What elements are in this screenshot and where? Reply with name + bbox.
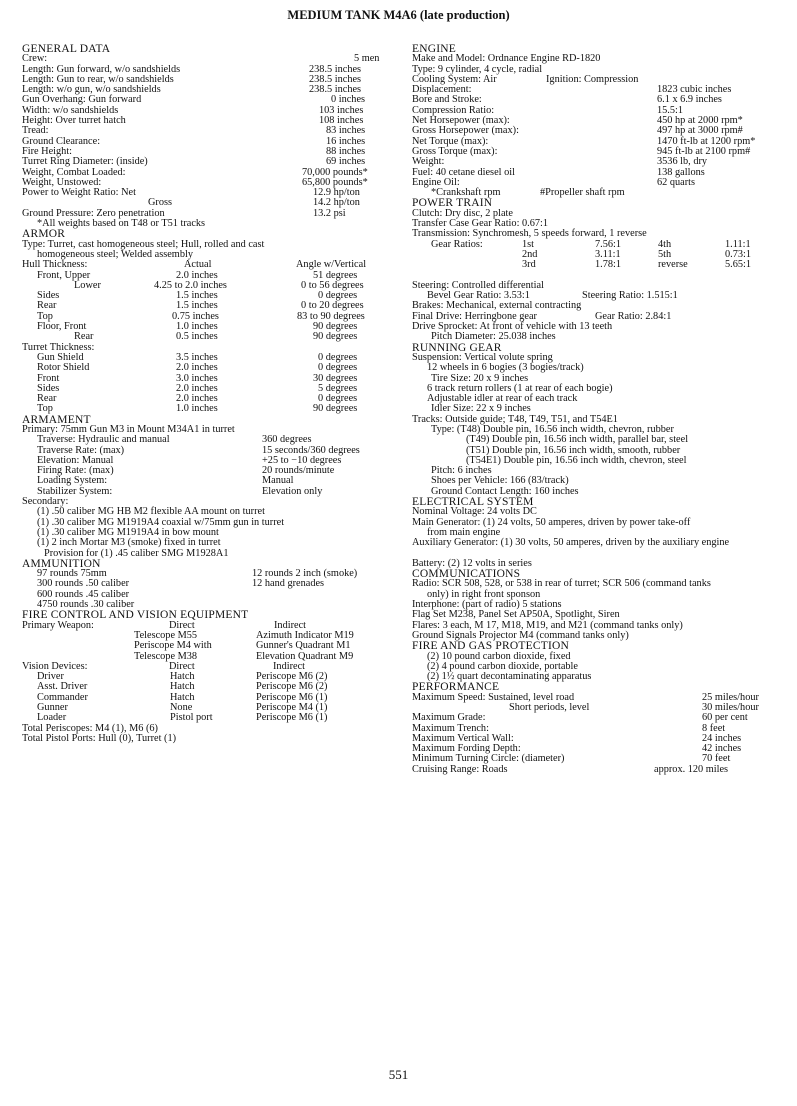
spec-label: Gear Ratios:	[431, 238, 483, 250]
spec-value: 16 inches	[326, 135, 366, 147]
spec-value: 945 ft-lb at 2100 rpm#	[657, 145, 751, 157]
spec-label: Rear	[37, 300, 57, 312]
spec-label: Maximum Vertical Wall:	[412, 732, 514, 744]
spec-value: 0 degrees	[318, 393, 358, 405]
spec-label: Main Generator: (1) 24 volts, 50 amperes, driven by power take-off	[412, 516, 691, 528]
spec-value: 6.1 x 6.9 inches	[657, 94, 722, 106]
spec-value: 83 to 90 degrees	[297, 310, 365, 322]
spec-label: Telescope M55	[134, 629, 198, 641]
spec-label: Maximum Fording Depth:	[412, 743, 521, 755]
spec-value: None	[170, 702, 193, 713]
spec-value: 450 hp at 2000 rpm*	[657, 115, 743, 127]
spec-value: 20 rounds/minute	[262, 465, 335, 477]
spec-label: only) in right front sponson	[427, 588, 541, 600]
spec-value: 0 to 56 degrees	[301, 279, 364, 291]
spec-value: 60 per cent	[702, 712, 748, 724]
spec-value: Indirect	[273, 660, 306, 672]
spec-value: 1.5 inches	[176, 290, 218, 302]
spec-label: Final Drive: Herringbone gear	[412, 310, 537, 322]
spec-label: Make and Model: Ordnance Engine RD-1820	[412, 53, 601, 65]
spec-value: 1.11:1	[725, 238, 751, 250]
spec-label: (1) 2 inch Mortar M3 (smoke) fixed in turret	[37, 537, 221, 549]
spec-value: Periscope M4 (1)	[256, 702, 328, 713]
spec-value: 12 hand grenades	[252, 578, 325, 590]
spec-value: 2.0 inches	[176, 362, 218, 374]
section-heading-fire-and-gas-protection	[412, 641, 782, 651]
spec-label: (T54E1) Double pin, 16.56 inch width, chevron, steel	[466, 454, 687, 466]
spec-value: 30 degrees	[313, 372, 358, 384]
spec-label: Pitch Diameter: 25.038 inches	[431, 331, 556, 343]
spec-line	[22, 487, 390, 497]
spec-label: Pitch: 6 inches	[431, 465, 492, 477]
spec-label: Minimum Turning Circle: (diameter)	[412, 753, 565, 765]
spec-value: 2.0 inches	[176, 269, 218, 281]
spec-label: Ground Clearance:	[22, 135, 101, 147]
spec-label: Type: 9 cylinder, 4 cycle, radial	[412, 63, 543, 75]
spec-label: Periscope M4 with	[134, 640, 212, 652]
spec-label: Stabilizer System:	[37, 485, 113, 497]
spec-label: Engine Oil:	[412, 176, 460, 188]
spec-label: Flares: 3 each, M 17, M18, M19, and M21 (command tanks only)	[412, 619, 683, 631]
section-heading-general-data	[22, 44, 390, 54]
spec-label: Front, Upper	[37, 269, 91, 281]
spec-label: Displacement:	[412, 84, 472, 96]
spec-label: Firing Rate: (max)	[37, 465, 114, 477]
section-heading-text: ARMAMENT	[22, 413, 91, 426]
section-heading-text: FIRE AND GAS PROTECTION	[412, 640, 569, 653]
spec-value: 24 inches	[702, 732, 742, 744]
spec-label: Flag Set M238, Panel Set AP50A, Spotlight, Siren	[412, 609, 620, 621]
spec-label: Tracks: Outside guide; T48, T49, T51, and T54E1	[412, 413, 618, 425]
spec-label: Gross	[148, 197, 173, 209]
section-heading-text: FIRE CONTROL AND VISION EQUIPMENT	[22, 609, 249, 622]
spec-label: Radio: SCR 508, 528, or 538 in rear of turret; SCR 506 (command tanks	[412, 578, 711, 590]
spec-label: Loader	[37, 712, 67, 724]
spec-value: 5th	[658, 248, 672, 260]
spec-value: 1823 cubic inches	[657, 84, 732, 96]
spec-line	[412, 147, 782, 157]
spec-label: 300 rounds .50 caliber	[37, 578, 130, 590]
spec-value: 3.11:1	[595, 248, 621, 260]
spec-label: Sides	[37, 382, 60, 394]
spec-label: Interphone: (part of radio) 5 stations	[412, 599, 562, 611]
spec-value: 3536 lb, dry	[657, 156, 708, 168]
spec-label: Compression Ratio:	[412, 104, 495, 116]
spec-value: 25 miles/hour	[702, 691, 759, 703]
spec-label: Vision Devices:	[22, 660, 88, 672]
spec-line	[22, 538, 390, 548]
spec-label: Sides	[37, 290, 60, 302]
spec-label: Gross Torque (max):	[412, 145, 498, 157]
spec-label: Rear	[74, 331, 94, 343]
spec-label: (1) .30 caliber MG M1919A4 coaxial w/75mm gun in turret	[37, 516, 285, 528]
spec-label: 97 rounds 75mm	[37, 568, 107, 580]
spec-value: 0.73:1	[725, 248, 752, 260]
spec-line	[22, 219, 390, 229]
spec-value: Indirect	[274, 619, 307, 631]
spec-label: (T49) Double pin, 16.56 inch width, parallel bar, steel	[466, 434, 689, 446]
spec-label: Suspension: Vertical volute spring	[412, 351, 553, 363]
spec-value: 13.2 psi	[313, 207, 346, 219]
spec-value: 0 to 20 degrees	[301, 300, 364, 312]
spec-label: Provision for (1) .45 caliber SMG M1928A1	[44, 547, 229, 559]
page-number: 551	[388, 1067, 409, 1082]
spec-label: 3rd	[522, 259, 536, 271]
spec-label: Length: w/o gun, w/o sandshields	[22, 84, 161, 96]
spec-value: 0 inches	[331, 94, 366, 106]
spec-value: Direct	[169, 619, 195, 631]
spec-label: (1) .30 caliber MG M1919A4 in bow mount	[37, 526, 219, 538]
spec-value: 497 hp at 3000 rpm#	[657, 125, 743, 137]
spec-label: Telescope M38	[134, 650, 198, 662]
section-heading-text: PERFORMANCE	[412, 681, 500, 694]
spec-value: Direct	[169, 660, 195, 672]
spec-label: Rear	[37, 393, 57, 405]
spec-label: Short periods, level	[509, 702, 590, 713]
spec-label: Tire Size: 20 x 9 inches	[431, 372, 529, 384]
spec-value: 1.0 inches	[176, 321, 218, 333]
spec-label: Maximum Grade:	[412, 712, 486, 724]
spec-label: Type: (T48) Double pin, 16.56 inch width, chevron, rubber	[431, 423, 674, 435]
spec-label: Length: Gun forward, w/o sandshields	[22, 63, 181, 75]
spec-value: 70 feet	[702, 753, 731, 765]
spec-line	[412, 260, 782, 270]
spec-value: 30 miles/hour	[702, 702, 759, 713]
spec-value: 8 feet	[702, 722, 726, 734]
spec-value: 90 degrees	[313, 403, 358, 415]
spec-value: reverse	[658, 259, 688, 271]
spec-value: 90 degrees	[313, 321, 358, 333]
spec-label: Rotor Shield	[37, 362, 90, 374]
spec-value: 5 degrees	[318, 382, 358, 394]
spec-label: Width: w/o sandshields	[22, 104, 119, 116]
spec-value: 51 degrees	[313, 269, 358, 281]
section-heading-text: ENGINE	[412, 43, 456, 55]
spec-label: Adjustable idler at rear of each track	[427, 393, 578, 405]
spec-value: 4th	[658, 238, 672, 250]
spec-label: Nominal Voltage: 24 volts DC	[412, 506, 537, 518]
spec-value: 138 gallons	[657, 166, 705, 178]
section-heading-text: AMMUNITION	[22, 557, 101, 570]
spec-label: Bevel Gear Ratio: 3.53:1	[427, 290, 530, 302]
spec-label: Commander	[37, 691, 88, 703]
spec-value: Azimuth Indicator M19	[256, 629, 354, 641]
section-heading-text: ELECTRICAL SYSTEM	[412, 496, 534, 509]
spec-value: +25 to −10 degrees	[262, 454, 342, 466]
spec-value: 5.65:1	[725, 259, 752, 271]
spec-value: Hatch	[170, 671, 195, 683]
spec-label: (2) 4 pound carbon dioxide, portable	[427, 660, 578, 672]
spec-label: Secondary:	[22, 496, 69, 508]
spec-line	[22, 662, 390, 672]
spec-label: (2) 10 pound carbon dioxide, fixed	[427, 650, 571, 662]
spec-value: #Propeller shaft rpm	[540, 187, 625, 199]
spec-label: Weight, Combat Loaded:	[22, 166, 126, 178]
spec-value: 103 inches	[319, 104, 364, 116]
spec-line	[22, 693, 390, 703]
spec-value: Actual	[184, 259, 212, 271]
section-heading-text: POWER TRAIN	[412, 197, 493, 210]
spec-label: Gun Overhang: Gun forward	[22, 94, 142, 106]
spec-label: Net Horsepower (max):	[412, 115, 510, 127]
spec-label: Steering: Controlled differential	[412, 279, 544, 291]
spec-label: Idler Size: 22 x 9 inches	[431, 403, 531, 415]
spec-line	[22, 363, 390, 373]
spec-value: 70,000 pounds*	[302, 166, 368, 178]
spec-value: Periscope M6 (1)	[256, 691, 328, 703]
spec-label: Fuel: 40 cetane diesel oil	[412, 166, 515, 178]
spec-label: Power to Weight Ratio: Net	[22, 187, 136, 199]
spec-label: Floor, Front	[37, 321, 87, 333]
spec-value: 0 degrees	[318, 290, 358, 302]
spec-label: Battery: (2) 12 volts in series	[412, 557, 532, 569]
spec-label: Front	[37, 372, 60, 384]
page-title: MEDIUM TANK M4A6 (late production)	[287, 8, 510, 22]
spec-value: 3.0 inches	[176, 372, 218, 384]
spec-value: Pistol port	[170, 712, 213, 724]
spec-value: Angle w/Vertical	[296, 259, 367, 271]
spec-value: 12.9 hp/ton	[313, 187, 360, 199]
spec-label: Brakes: Mechanical, external contracting	[412, 300, 582, 312]
spec-label: Clutch: Dry disc, 2 plate	[412, 207, 513, 219]
spec-value: 0 degrees	[318, 362, 358, 374]
spec-value: 90 degrees	[313, 331, 358, 343]
spec-value: 15.5:1	[657, 104, 684, 116]
spec-value: 83 inches	[326, 125, 366, 137]
spec-value: Gunner's Quadrant M1	[256, 640, 351, 652]
spec-label: Lower	[74, 279, 101, 291]
spec-label: 12 wheels in 6 bogies (3 bogies/track)	[427, 362, 584, 374]
spec-label: Height: Over turret hatch	[22, 115, 126, 127]
spec-value: Elevation only	[262, 485, 323, 497]
spec-label: Bore and Stroke:	[412, 94, 482, 106]
spec-value: Ignition: Compression	[546, 73, 639, 85]
spec-value: 108 inches	[319, 115, 364, 127]
spec-label: Elevation: Manual	[37, 454, 114, 466]
spec-value: Periscope M6 (2)	[256, 671, 328, 683]
spec-label: Turret Ring Diameter: (inside)	[22, 156, 148, 168]
spec-label: Ground Pressure: Zero penetration	[22, 207, 165, 219]
spec-value: 238.5 inches	[309, 63, 362, 75]
spec-label: (2) 1½ quart decontaminating apparatus	[427, 671, 592, 683]
spec-label: Gunner	[37, 702, 68, 713]
spec-label: Top	[37, 310, 53, 322]
spec-value: 1.5 inches	[176, 300, 218, 312]
spec-line	[22, 260, 390, 270]
spec-label: Transfer Case Gear Ratio: 0.67:1	[412, 218, 549, 230]
spec-label: Traverse Rate: (max)	[37, 444, 125, 456]
left-column	[22, 44, 390, 744]
spec-label: Gun Shield	[37, 351, 84, 363]
spec-value: Gear Ratio: 2.84:1	[595, 310, 672, 322]
right-column	[412, 44, 782, 775]
spec-value: 42 inches	[702, 743, 742, 755]
spec-line	[412, 363, 782, 373]
section-heading-text: COMMUNICATIONS	[412, 568, 521, 581]
spec-label: Asst. Driver	[37, 681, 88, 693]
spec-label: (1) .50 caliber MG HB M2 flexible AA mount on turret	[37, 506, 265, 518]
spec-value: 4.25 to 2.0 inches	[154, 279, 227, 291]
spec-line	[22, 734, 390, 744]
spec-value: 1.78:1	[595, 259, 622, 271]
spec-value: 0.5 inches	[176, 331, 218, 343]
spec-label: from main engine	[427, 526, 501, 538]
spec-label: (T51) Double pin, 16.56 inch width, smooth, rubber	[466, 444, 681, 456]
spec-value: 12 rounds 2 inch (smoke)	[252, 568, 358, 580]
spec-value: 14.2 hp/ton	[313, 197, 360, 209]
spec-value: Manual	[262, 475, 294, 487]
spec-label: Cooling System: Air	[412, 73, 497, 85]
section-heading-text: ARMOR	[22, 228, 66, 241]
spec-label: *All weights based on T48 or T51 tracks	[37, 218, 206, 230]
spec-label: Top	[37, 403, 53, 415]
spec-value: 62 quarts	[657, 176, 696, 188]
spec-value: 7.56:1	[595, 238, 622, 250]
spec-value: 65,800 pounds*	[302, 176, 368, 188]
spec-label: Weight, Unstowed:	[22, 176, 102, 188]
spec-label: Total Pistol Ports: Hull (0), Turret (1)	[22, 732, 177, 744]
spec-label: Drive Sprocket: At front of vehicle with 13 teeth	[412, 321, 613, 333]
spec-label: Transmission: Synchromesh, 5 speeds forward, 1 reverse	[412, 228, 647, 240]
section-heading-text: RUNNING GEAR	[412, 341, 502, 354]
spec-label: Maximum Speed: Sustained, level road	[412, 691, 575, 703]
spec-value: 1470 ft-lb at 1200 rpm*	[657, 135, 756, 147]
spec-value: 69 inches	[326, 156, 366, 168]
spec-label: Maximum Trench:	[412, 722, 489, 734]
spec-label: Crew:	[22, 53, 48, 65]
spec-value: 1.0 inches	[176, 403, 218, 415]
spec-value: Periscope M6 (1)	[256, 712, 328, 724]
spec-line	[412, 765, 782, 775]
spec-label: Primary: 75mm Gun M3 in Mount M34A1 in turret	[22, 423, 235, 435]
section-heading-text: GENERAL DATA	[22, 43, 111, 55]
spec-value: 360 degrees	[262, 434, 312, 446]
spec-label: Gross Horsepower (max):	[412, 125, 519, 137]
spec-value: Periscope M6 (2)	[256, 681, 328, 693]
spec-value: 2.0 inches	[176, 382, 218, 394]
spec-value: 15 seconds/360 degrees	[262, 444, 360, 456]
spec-text: Auxiliary Generator: (1) 30 volts, 50 amperes, driven by the auxiliary engine	[412, 537, 730, 549]
spec-value: Hatch	[170, 691, 195, 703]
spec-label: Fire Height:	[22, 145, 73, 157]
spec-value: 0 degrees	[318, 351, 358, 363]
spec-value: Hatch	[170, 681, 195, 693]
spec-value: 1st	[522, 238, 535, 250]
spec-label: 2nd	[522, 248, 538, 260]
spec-label: Traverse: Hydraulic and manual	[37, 434, 170, 446]
spec-value: 88 inches	[326, 145, 366, 157]
spec-value: 238.5 inches	[309, 73, 362, 85]
spec-value: Steering Ratio: 1.515:1	[582, 290, 678, 302]
spec-label: Ground Contact Length: 160 inches	[431, 485, 579, 497]
spec-label: 4750 rounds .30 caliber	[37, 599, 135, 611]
spec-label: *Crankshaft rpm	[431, 187, 501, 199]
spec-label: Hull Thickness:	[22, 259, 88, 271]
spec-line	[412, 538, 782, 559]
spec-label: 6 track return rollers (1 at rear of each bogie)	[427, 382, 613, 394]
spec-line	[22, 641, 390, 651]
spec-label: Tread:	[22, 125, 49, 137]
spec-value: 5 men	[354, 53, 380, 65]
spec-label: Net Torque (max):	[412, 135, 489, 147]
spec-label: Primary Weapon:	[22, 619, 94, 631]
spec-value: Elevation Quadrant M9	[256, 650, 354, 662]
spec-label: Driver	[37, 671, 64, 683]
spec-label: Cruising Range: Roads	[412, 763, 508, 775]
spec-label: Length: Gun to rear, w/o sandshields	[22, 73, 174, 85]
spec-value: 0.75 inches	[172, 310, 219, 322]
spec-label: Shoes per Vehicle: 166 (83/track)	[431, 475, 569, 487]
spec-label: Ground Signals Projector M4 (command tanks only)	[412, 629, 629, 641]
spec-label: homogeneous steel; Welded assembly	[37, 248, 193, 260]
spec-label: Weight:	[412, 156, 445, 168]
spec-value: 3.5 inches	[176, 351, 218, 363]
spec-label: Type: Turret, cast homogeneous steel; Hull, rolled and cast	[22, 238, 265, 250]
spec-line	[412, 168, 782, 178]
spec-label: Total Periscopes: M4 (1), M6 (6)	[22, 722, 158, 734]
spec-label: Loading System:	[37, 475, 108, 487]
spec-value: 2.0 inches	[176, 393, 218, 405]
spec-value: 238.5 inches	[309, 84, 362, 96]
spec-value: approx. 120 miles	[654, 763, 729, 775]
spec-label: 600 rounds .45 caliber	[37, 588, 130, 600]
spec-label: Turret Thickness:	[22, 341, 95, 353]
